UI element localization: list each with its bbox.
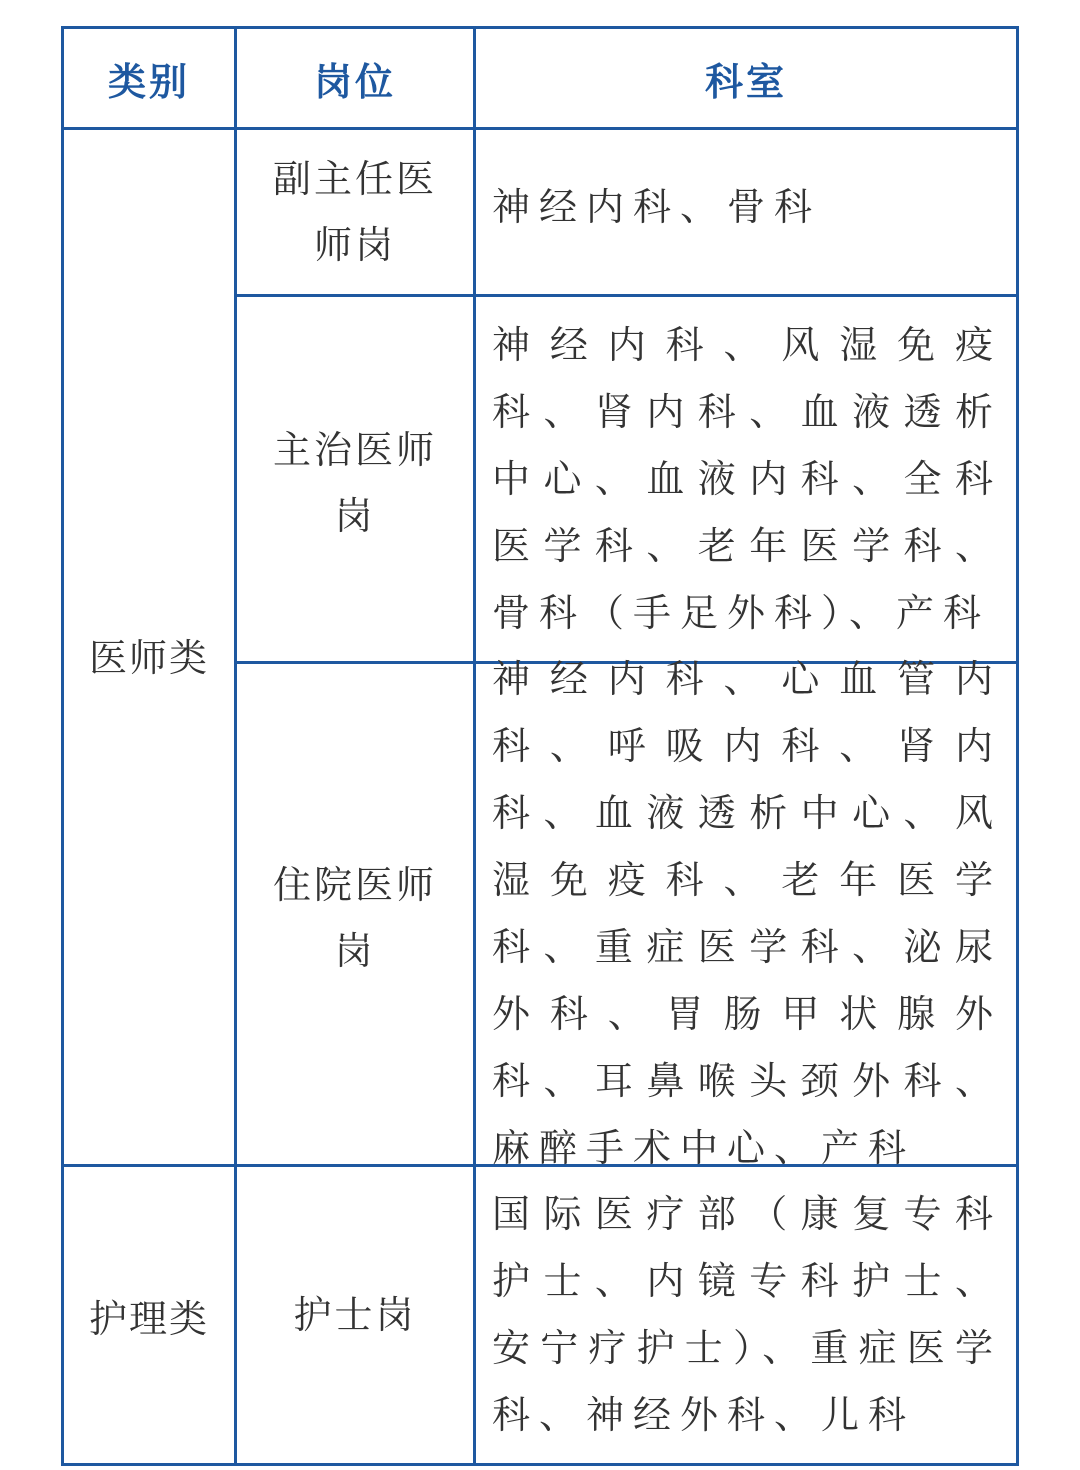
recruitment-table (61, 26, 1019, 1466)
departments-text: 国际医疗部（康复专科护士、内镜专科护士、安宁疗护士）、重症医学科、神经外科、儿科 (492, 1192, 1002, 1437)
departments-nurse (476, 1167, 1016, 1463)
header-position: 岗位 (313, 59, 396, 104)
departments-attending-physician (476, 297, 1016, 661)
departments-associate-chief-physician (476, 130, 1016, 294)
departments-text: 神经内科、心血管内科、呼吸内科、肾内科、血液透析中心、风湿免疫科、老年医学科、重症医学科、泌尿外科、胃肠甲状腺外科、耳鼻喉头颈外科、麻醉手术中心、产科 (492, 657, 1002, 1170)
departments-text: 神经内科、风湿免疫科、肾内科、血液透析中心、血液内科、全科医学科、老年医学科、骨科（手足外科）、产科 (492, 322, 1002, 635)
departments-text: 神经内科、骨科 (492, 184, 822, 229)
position-attending-physician: 主治医师岗 (272, 428, 437, 538)
position-associate-chief-physician: 副主任医师岗 (272, 157, 437, 267)
position-nurse: 护士岗 (293, 1293, 417, 1337)
position-resident-physician: 住院医师岗 (272, 863, 437, 973)
header-department: 科室 (704, 59, 787, 104)
header-category: 类别 (107, 59, 190, 104)
departments-resident-physician (476, 657, 1016, 1170)
category-nursing: 护理类 (88, 1296, 209, 1341)
category-physician: 医师类 (88, 635, 209, 680)
